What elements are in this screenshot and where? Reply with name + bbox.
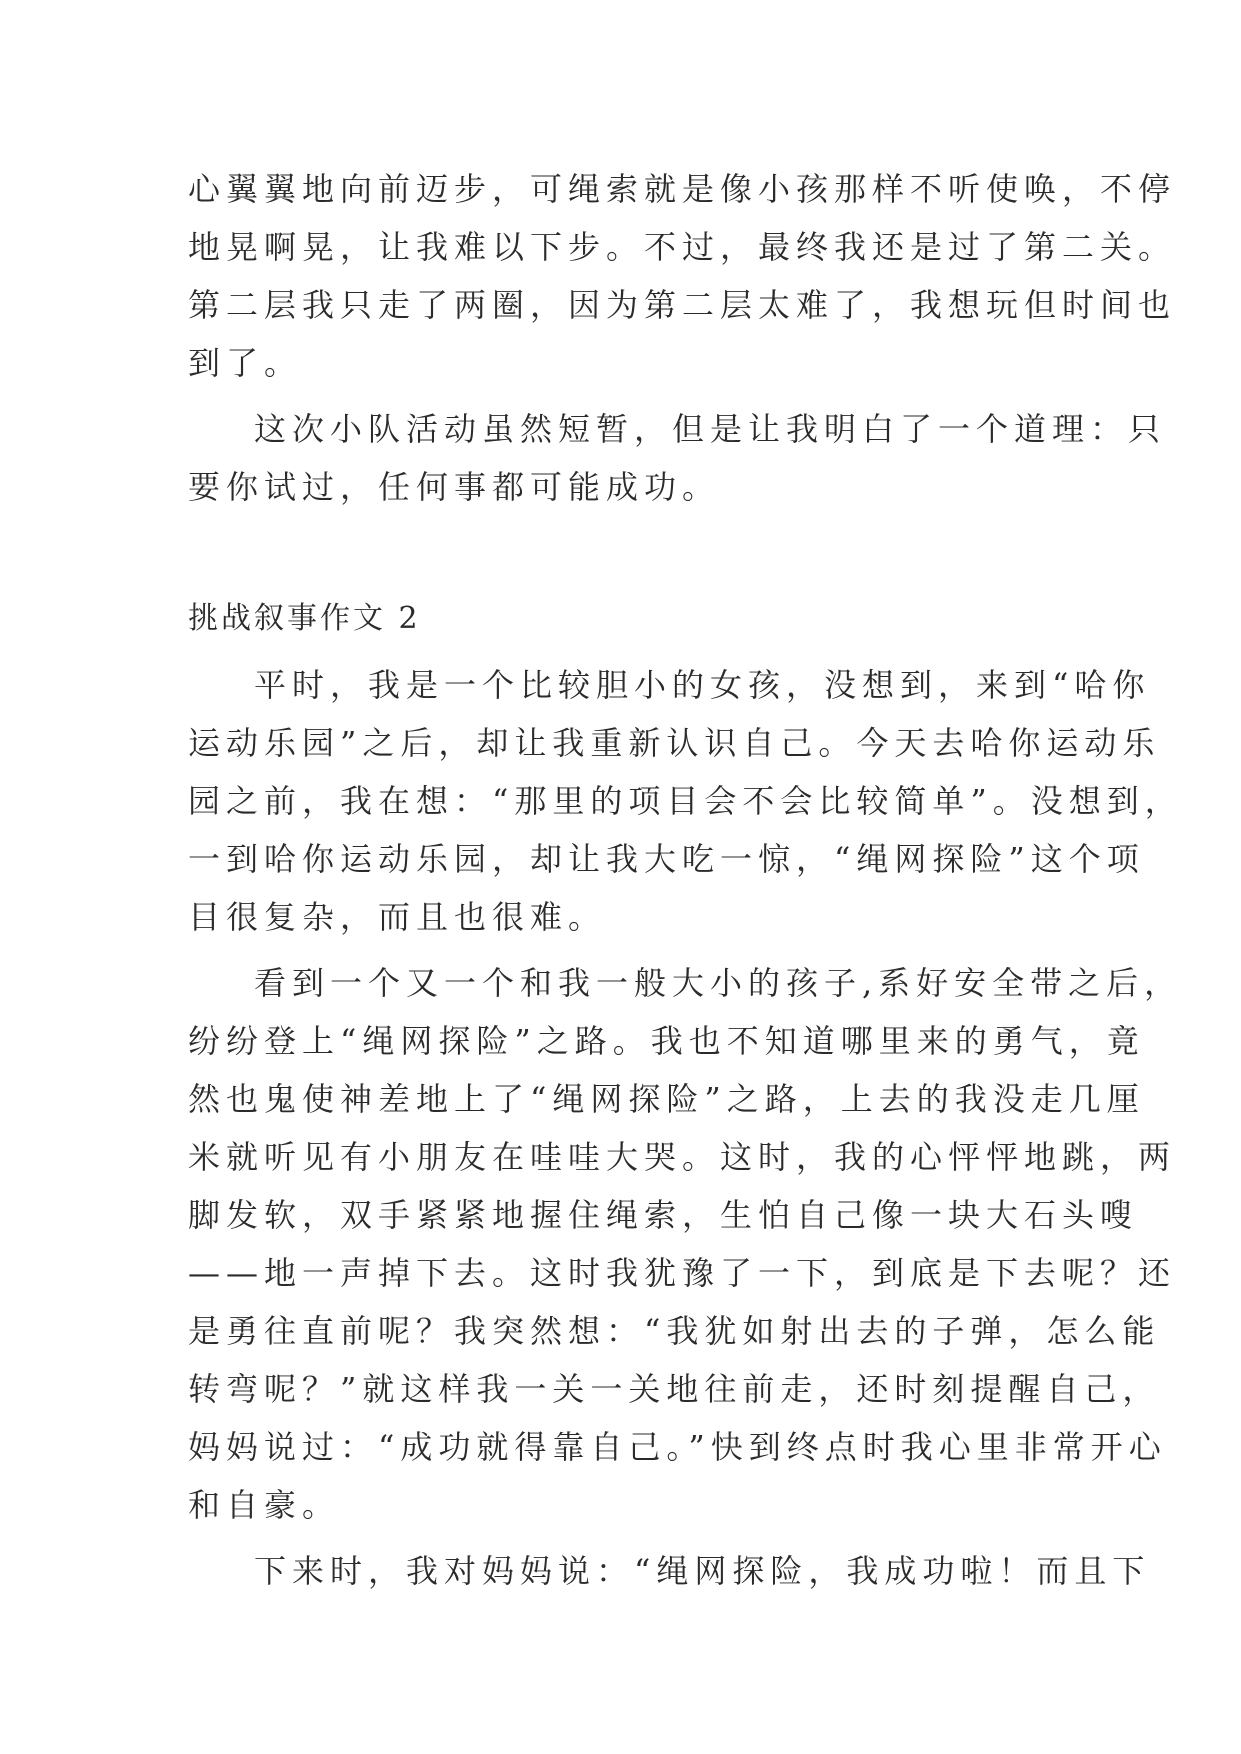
text-line: 目很复杂，而且也很难。 [188, 898, 607, 936]
text-line: 转弯呢？”就这样我一关一关地往前走，还时刻提醒自己， [188, 1370, 1161, 1408]
text-line: 平时，我是一个比较胆小的女孩，没想到，来到“哈你 [254, 666, 1151, 704]
text-line: 妈妈说过：“成功就得靠自己。”快到终点时我心里非常开心 [188, 1428, 1167, 1466]
text-line: 是勇往直前呢？我突然想：“我犹如射出去的子弹，怎么能 [188, 1312, 1161, 1350]
paragraph-5 [188, 1542, 1151, 1600]
text-line: 然也鬼使神差地上了“绳网探险”之路，上去的我没走几厘 [188, 1080, 1145, 1118]
text-line: 第二层我只走了两圈，因为第二层太难了，我想玩但时间也 [188, 286, 1177, 324]
text-line: 心翼翼地向前迈步，可绳索就是像小孩那样不听使唤，不停 [188, 170, 1177, 208]
essay-body [188, 160, 1183, 1600]
paragraph-2 [188, 400, 1167, 516]
text-line: 要你试过，任何事都可能成功。 [188, 468, 721, 506]
text-line: 这次小队活动虽然短暂，但是让我明白了一个道理：只 [254, 410, 1167, 448]
text-line: 脚发软，双手紧紧地握住绳索，生怕自己像一块大石头嗖 [188, 1196, 1139, 1234]
paragraph-3 [188, 656, 1183, 946]
text-line: 运动乐园”之后，却让我重新认识自己。今天去哈你运动乐 [188, 724, 1161, 762]
text-line: 看到一个又一个和我一般大小的孩子,系好安全带之后， [254, 964, 1183, 1002]
text-line: 米就听见有小朋友在哇哇大哭。这时，我的心怦怦地跳，两 [188, 1138, 1177, 1176]
text-line: 下来时，我对妈妈说：“绳网探险，我成功啦！而且下 [254, 1552, 1151, 1590]
text-line: ——地一声掉下去。这时我犹豫了一下，到底是下去呢？还 [188, 1254, 1177, 1292]
paragraph-4 [188, 954, 1183, 1534]
text-line: 到了。 [188, 344, 303, 382]
text-line: 地晃啊晃，让我难以下步。不过，最终我还是过了第二关。 [188, 228, 1177, 266]
text-line: 纷纷登上“绳网探险”之路。我也不知道哪里来的勇气，竟 [188, 1022, 1145, 1060]
essay-title: 挑战叙事作文 2 [188, 601, 421, 636]
text-line: 园之前，我在想：“那里的项目会不会比较简单”。没想到， [188, 782, 1183, 820]
paragraph-1 [188, 160, 1177, 392]
text-line: 和自豪。 [188, 1486, 341, 1524]
text-line: 一到哈你运动乐园，却让我大吃一惊，“绳网探险”这个项 [188, 840, 1145, 878]
